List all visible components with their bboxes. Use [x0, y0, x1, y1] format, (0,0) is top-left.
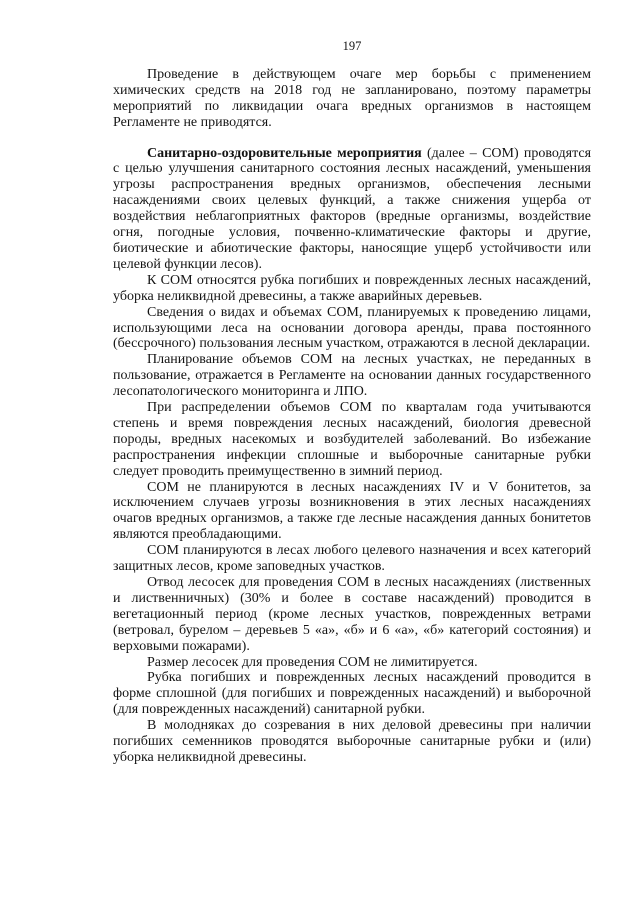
paragraph-som-planning: Планирование объемов СОМ на лесных участках, не переданных в пользование, отражается в Регламенте на основании данных государственного лесопатологического мониторинга и ЛПО.	[113, 352, 591, 400]
paragraph-som-distribution: При распределении объемов СОМ по кварталам года учитываются степень и время повреждения лесных насаждений, биология древесной породы, вредных насекомых и возбудителей заболеваний. Во избежание распространения инфекции сплошные и выборочные санитарные рубки следует проводить преимущественно в зимний период.	[113, 400, 591, 479]
som-definition-text: (далее – СОМ) проводятся с целью улучшения санитарного состояния лесных насаждений, уменьшения угрозы распространения вредных организмов, обеспечения лесными насаждениями своих целевых функций, а также снижения ущерба от воздействия неблагоприятных факторов (вредные организмы, воздействие огня, погодные условия, почвенно-климатические факторы и другие, биотические и абиотические факторы, наносящие ущерб устойчивости или целевой функции лесов).	[113, 145, 592, 272]
paragraph-som-declaration: Сведения о видах и объемах СОМ, планируемых к проведению лицами, использующими леса на основании договора аренды, права постоянного (бессрочного) пользования лесным участком, отражаются в лесной декларации.	[113, 304, 591, 352]
paragraph-som-definition	[113, 146, 591, 273]
page-number: 197	[342, 39, 362, 53]
som-term: Санитарно-оздоровительные мероприятия	[147, 145, 422, 161]
paragraph-som-includes: К СОМ относятся рубка погибших и поврежденных лесных насаждений, уборка неликвидной древесины, а также аварийных деревьев.	[113, 272, 591, 304]
paragraph-som-bonitet: СОМ не планируются в лесных насаждениях IV и V бонитетов, за исключением случаев угрозы возникновения в этих лесных насаждениях очагов вредных организмов, а также где лесные насаждения данных бонитетов являются преобладающими.	[113, 479, 591, 543]
paragraph-som-forest-categories: СОМ планируются в лесах любого целевого назначения и всех категорий защитных лесов, кроме заповедных участков.	[113, 543, 591, 575]
paragraph-cutting-area-allotment: Отвод лесосек для проведения СОМ в лесных насаждениях (лиственных и лиственничных) (30% и более в составе насаждений) проводится в вегетационный период (кроме лесных участков, поврежденных ветрами (ветровал, бурелом – деревьев 5 «а», «б» и 6 «а», «б» категорий состояния) и верховыми пожарами).	[113, 575, 591, 654]
paragraph-young-stands: В молодняках до созревания в них деловой древесины при наличии погибших семенников проводятся выборочные санитарные рубки и (или) уборка неликвидной древесины.	[113, 718, 591, 765]
paragraph-felling-forms: Рубка погибших и поврежденных лесных насаждений проводится в форме сплошной (для погибших и поврежденных насаждений) и выборочной (для поврежденных насаждений) санитарной рубки.	[113, 670, 591, 718]
paragraph-chemical-measures: Проведение в действующем очаге мер борьбы с применением химических средств на 2018 год не запланировано, поэтому параметры мероприятий по ликвидации очага вредных организмов в настоящем Регламенте не приводятся.	[113, 66, 591, 130]
paragraph-cutting-area-size: Размер лесосек для проведения СОМ не лимитируется.	[147, 654, 478, 670]
